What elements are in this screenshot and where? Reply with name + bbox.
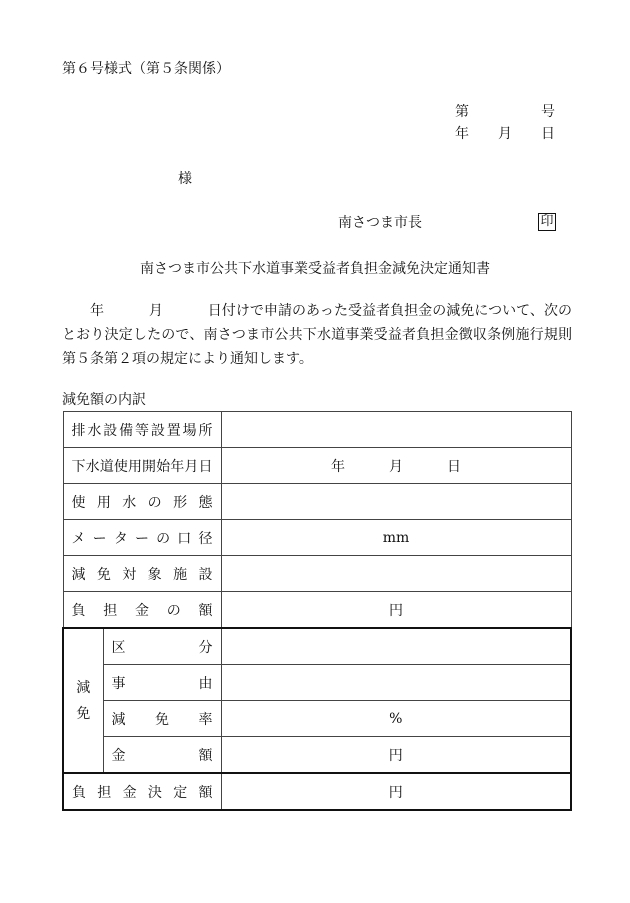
cell-char: 使 (71, 494, 86, 511)
document-title: 南さつま市公共下水道事業受益者負担金減免決定通知書 (140, 261, 490, 277)
value-unit: 円 (389, 602, 403, 619)
value-cell[interactable] (221, 520, 571, 556)
cell-char: 額 (198, 747, 213, 764)
cell-char: 率 (198, 711, 213, 728)
cell-char: 水 (87, 422, 102, 439)
cell-char: 所 (198, 422, 213, 439)
value-unit: 円 (388, 747, 403, 764)
table-row (63, 665, 571, 701)
sender-name: 南さつま市長 (338, 215, 422, 231)
row-label (63, 484, 221, 520)
form-number: 第６号様式（第５条関係） (62, 61, 230, 77)
value-unit: 月 (389, 458, 403, 475)
cell-char: 口 (177, 530, 192, 547)
group-char: 免 (76, 705, 91, 722)
cell-char: 年 (170, 458, 185, 475)
cell-char: 径 (198, 530, 213, 547)
value-cell[interactable] (221, 484, 571, 520)
row-label (103, 701, 221, 737)
cell-char: 設 (103, 422, 118, 439)
cell-char: 施 (173, 566, 188, 583)
cell-char: 使 (113, 458, 128, 475)
cell-char: ー (134, 530, 149, 547)
cell-char: 決 (147, 784, 162, 801)
number-prefix: 第 (455, 104, 469, 120)
cell-char: 減 (111, 711, 126, 728)
row-label (63, 520, 221, 556)
row-label (63, 592, 221, 629)
cell-char: 負 (71, 602, 86, 619)
cell-char: 減 (71, 566, 86, 583)
table-row (63, 556, 571, 592)
table-row (63, 592, 571, 629)
cell-char: 備 (119, 422, 134, 439)
cell-char: 水 (122, 494, 137, 511)
date-day: 日 (541, 126, 555, 142)
addressee-honorific: 様 (178, 171, 192, 187)
cell-char: 象 (147, 566, 162, 583)
cell-char: 設 (198, 566, 213, 583)
cell-char: 額 (198, 602, 213, 619)
cell-char: ー (92, 530, 107, 547)
value-cell[interactable] (221, 737, 571, 774)
cell-char: 設 (150, 422, 165, 439)
table-row (63, 412, 571, 448)
value-cell[interactable] (221, 412, 571, 448)
cell-char: 金 (111, 747, 126, 764)
cell-char: タ (113, 530, 128, 547)
cell-char: 用 (127, 458, 142, 475)
cell-char: 由 (198, 675, 213, 692)
body-month: 月 (148, 303, 163, 319)
table-row (63, 448, 571, 484)
value-cell[interactable] (221, 592, 571, 629)
seal-mark: 印 (538, 213, 556, 231)
row-label (63, 412, 221, 448)
value-cell[interactable] (221, 448, 571, 484)
date-month: 月 (498, 126, 512, 142)
row-label (63, 448, 221, 484)
row-label (103, 665, 221, 701)
cell-char: 等 (135, 422, 149, 439)
cell-char: 態 (198, 494, 213, 511)
cell-char: 金 (135, 602, 149, 619)
cell-char: メ (71, 530, 86, 547)
value-cell[interactable] (221, 556, 571, 592)
cell-char: 事 (111, 675, 126, 692)
cell-char: 下 (71, 458, 86, 475)
value-unit: mm (382, 529, 410, 546)
cell-char: 日 (198, 458, 213, 475)
cell-char: 分 (198, 639, 213, 656)
cell-char: の (166, 602, 181, 619)
cell-char: 開 (142, 458, 157, 475)
cell-char: の (147, 494, 162, 511)
row-label (63, 556, 221, 592)
row-label (103, 628, 221, 665)
notice-body (62, 299, 572, 371)
cell-char: 担 (103, 602, 118, 619)
row-label (63, 773, 221, 810)
cell-char: 額 (198, 784, 213, 801)
body-year: 年 (90, 303, 105, 319)
table-row (63, 737, 571, 774)
cell-char: 負 (72, 784, 86, 801)
value-unit: 日 (447, 458, 461, 475)
cell-char: 月 (184, 458, 199, 475)
value-unit: % (389, 710, 403, 727)
cell-char: 置 (166, 422, 181, 439)
issue-date-line (455, 127, 555, 141)
table-row (63, 628, 571, 665)
cell-char: 道 (99, 458, 114, 475)
value-cell[interactable] (221, 628, 571, 665)
value-unit: 年 (331, 458, 345, 475)
table-row (63, 484, 571, 520)
value-unit: 円 (388, 784, 403, 801)
value-cell[interactable] (221, 773, 571, 810)
value-cell[interactable] (221, 665, 571, 701)
cell-char: 水 (85, 458, 100, 475)
cell-char: 免 (155, 711, 169, 728)
table-row-final-amount (63, 773, 571, 810)
table-row (63, 701, 571, 737)
cell-char: 対 (122, 566, 137, 583)
value-cell[interactable] (221, 701, 571, 737)
cell-char: 担 (97, 784, 112, 801)
reduction-breakdown-table (62, 411, 572, 811)
cell-char: 排 (71, 422, 86, 439)
cell-char: 定 (173, 784, 188, 801)
reduction-group-label (63, 628, 103, 773)
number-suffix: 号 (541, 104, 555, 120)
date-year: 年 (455, 126, 469, 142)
cell-char: 場 (182, 422, 197, 439)
cell-char: 用 (96, 494, 111, 511)
cell-char: の (156, 530, 171, 547)
document-number-line (455, 105, 555, 119)
table-row (63, 520, 571, 556)
cell-char: 始 (156, 458, 171, 475)
body-text: 日付けで申請のあった受益者負担金の減免について、次のとおり決定したので、南さつま市公共下水道事業受益者負担金徴収条例施行規則第５条第２項の規定により通知します。 (62, 303, 572, 367)
cell-char: 区 (111, 639, 126, 656)
group-char: 減 (76, 679, 91, 696)
row-label (103, 737, 221, 774)
cell-char: 形 (173, 494, 188, 511)
section-title: 減免額の内訳 (62, 392, 146, 408)
cell-char: 免 (96, 566, 111, 583)
cell-char: 金 (122, 784, 137, 801)
